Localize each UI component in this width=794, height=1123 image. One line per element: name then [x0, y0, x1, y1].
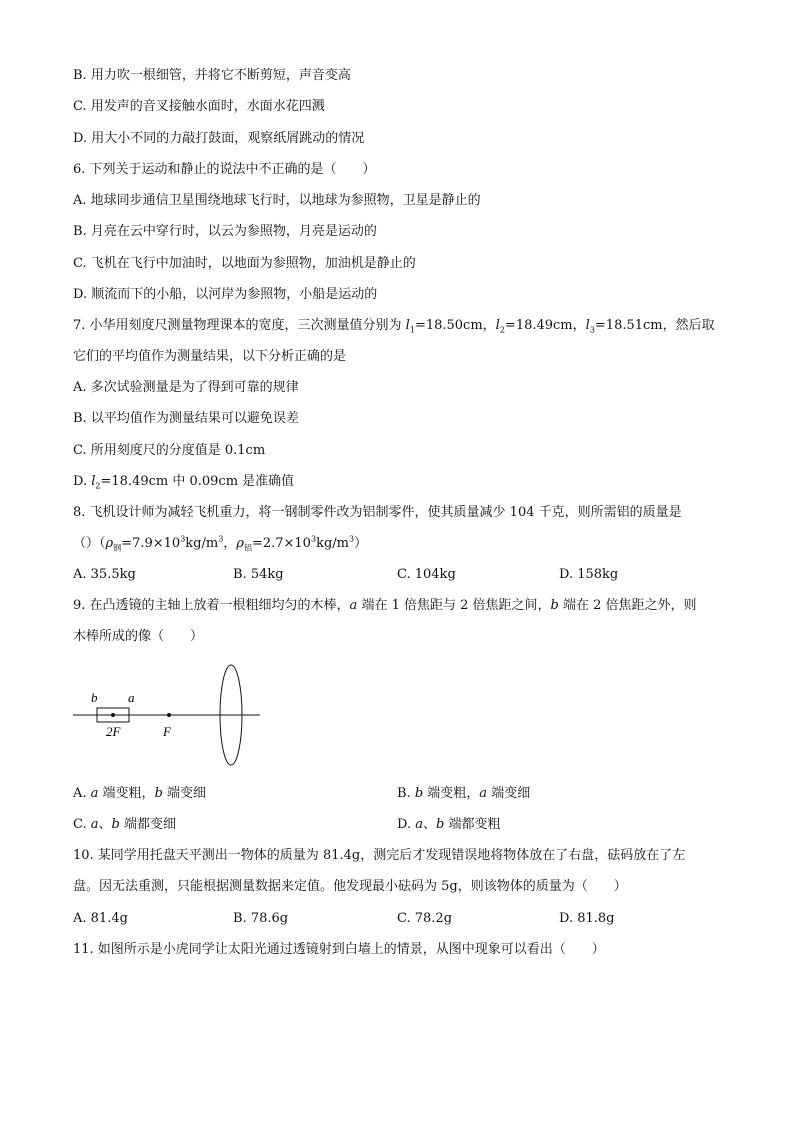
- q7-option-d-text: =18.49cm 中 0.09cm 是准确值: [100, 474, 295, 489]
- q6-stem: 6. 下列关于运动和静止的说法中不正确的是（ ）: [73, 162, 376, 177]
- var-a-opt2: a: [479, 786, 488, 801]
- q8-stem: 8. 飞机设计师为减轻飞机重力，将一钢制零件改为铝制零件，使其质量减少 104 千克，则所需铝的质量是: [73, 505, 682, 520]
- q6-option-c: C. 飞机在飞行中加油时，以地面为参照物，加油机是静止的: [73, 256, 416, 271]
- var-l3: l: [585, 318, 590, 333]
- var-b-opt: b: [154, 786, 163, 801]
- q9-stem-p2: 端在 1 倍焦距与 2 倍焦距之间，: [357, 598, 551, 613]
- lens-diagram: [70, 662, 270, 772]
- q7-option-d: [73, 474, 294, 490]
- steel-density: =7.9×10: [121, 536, 181, 551]
- var-b-opt4: b: [436, 817, 445, 832]
- q8-option-b: B. 54kg: [233, 567, 284, 582]
- var-l2-opt: l: [91, 474, 96, 489]
- q7-stem-text: 7. 小华用刻度尺测量物理课本的宽度，三次测量值分别为: [73, 318, 406, 333]
- var-a-opt: a: [90, 786, 99, 801]
- q10-option-c: C. 78.2g: [397, 911, 453, 926]
- var-b-opt2: b: [414, 786, 424, 801]
- paren-open: （）（: [73, 536, 106, 551]
- q9-stem-p1: 9. 在凸透镜的主轴上放着一根粗细均匀的木棒，: [73, 598, 350, 613]
- q7-option-d-label: D.: [73, 474, 92, 489]
- q7-option-a: A. 多次试验测量是为了得到可靠的规律: [73, 380, 299, 395]
- point-2f: [111, 713, 115, 717]
- q9-stem-p3: 端在 2 倍焦距之外，则: [558, 598, 697, 613]
- q9-c-mid: 、: [98, 817, 112, 832]
- value-l2: =18.49cm，: [504, 318, 586, 333]
- label-2f: 2F: [106, 724, 121, 739]
- q5-option-b: B. 用力吹一根细管，并将它不断剪短，声音变高: [73, 68, 351, 83]
- q10-stem: 10. 某同学用托盘天平测出一物体的质量为 81.4g，测完后才发现错误地将物体放在了右盘，砝码放在了左: [73, 848, 686, 863]
- q9-c-post: 端都变细: [119, 817, 176, 832]
- q9-b-label: B.: [397, 786, 415, 801]
- unit-steel: kg/m: [185, 536, 219, 551]
- q7-option-c: C. 所用刻度尺的分度值是 0.1cm: [73, 443, 266, 458]
- q6-option-d: D. 顺流而下的小船，以河岸为参照物，小船是运动的: [73, 287, 378, 302]
- q8-conditions: [73, 536, 367, 552]
- q9-a-label: A.: [73, 786, 91, 801]
- var-a-opt4: a: [415, 817, 423, 832]
- q9-a-mid1: 端变粗，: [98, 786, 155, 801]
- exp-steel: 3: [180, 534, 186, 544]
- q9-b-mid1: 端变粗，: [423, 786, 480, 801]
- q6-option-a: A. 地球同步通信卫星围绕地球飞行时，以地球为参照物，卫星是静止的: [73, 193, 481, 208]
- q10-option-b: B. 78.6g: [233, 911, 289, 926]
- paren-close: ）: [354, 536, 368, 551]
- q9-stem: [73, 598, 697, 614]
- sub-2-opt: 2: [95, 481, 101, 491]
- q9-option-c: [73, 817, 176, 833]
- point-f: [167, 713, 171, 717]
- q9-b-mid2: 端变细: [487, 786, 531, 801]
- q9-d-label: D.: [397, 817, 416, 832]
- var-b-opt3: b: [111, 817, 120, 832]
- sub-al: 铝: [243, 543, 252, 553]
- q9-option-a: [73, 786, 206, 802]
- sub-1: 1: [409, 325, 415, 335]
- q9-d-post: 端都变粗: [444, 817, 501, 832]
- q10-option-d: D. 81.8g: [559, 911, 615, 926]
- exp-unit-steel: 3: [218, 534, 224, 544]
- separator: ，: [223, 536, 237, 551]
- q9-option-b: [397, 786, 530, 802]
- q7-option-b: B. 以平均值作为测量结果可以避免误差: [73, 411, 299, 426]
- q8-option-a: A. 35.5kg: [73, 567, 136, 582]
- q6-option-b: B. 月亮在云中穿行时，以云为参照物，月亮是运动的: [73, 224, 377, 239]
- var-l2: l: [495, 318, 500, 333]
- exp-al: 3: [310, 534, 317, 544]
- q9-d-mid: 、: [423, 817, 437, 832]
- var-a: a: [349, 598, 358, 613]
- q5-option-d: D. 用大小不同的力敲打鼓面，观察纸屑跳动的情况: [73, 131, 365, 146]
- al-density: =2.7×10: [251, 536, 311, 551]
- q8-option-d: D. 158kg: [559, 567, 619, 582]
- q9-option-d: [397, 817, 500, 833]
- value-l1: =18.50cm，: [414, 318, 496, 333]
- value-l3: =18.51cm，然后取: [594, 318, 715, 333]
- unit-al: kg/m: [316, 536, 349, 551]
- q10-option-a: A. 81.4g: [73, 911, 128, 926]
- q9-c-label: C.: [73, 817, 91, 832]
- label-b: b: [91, 690, 98, 705]
- sub-2: 2: [499, 325, 505, 335]
- var-b: b: [550, 598, 559, 613]
- label-f: F: [163, 724, 171, 739]
- var-l1: l: [405, 318, 410, 333]
- q9-stem-line2: 木棒所成的像（ ）: [73, 629, 204, 644]
- var-a-opt3: a: [90, 817, 99, 832]
- exp-unit-al: 3: [348, 534, 355, 544]
- q9-a-mid2: 端变细: [162, 786, 207, 801]
- rho-al: ρ: [236, 536, 244, 551]
- q7-stem-line2: 它们的平均值作为测量结果，以下分析正确的是: [73, 349, 347, 364]
- q10-stem-line2: 盘。因无法重测，只能根据测量数据来定值。他发现最小砝码为 5g，则该物体的质量为（ ）: [73, 879, 627, 894]
- q8-option-c: C. 104kg: [397, 567, 456, 582]
- sub-3: 3: [589, 325, 595, 335]
- q7-stem: [73, 318, 715, 334]
- q5-option-c: C. 用发声的音叉接触水面时，水面水花四溅: [73, 99, 325, 114]
- rho-steel: ρ: [105, 536, 114, 551]
- sub-steel: 钢: [113, 543, 122, 553]
- q11-stem: 11. 如图所示是小虎同学让太阳光通过透镜射到白墙上的情景，从图中现象可以看出（ ）: [73, 942, 605, 957]
- label-a: a: [128, 690, 135, 705]
